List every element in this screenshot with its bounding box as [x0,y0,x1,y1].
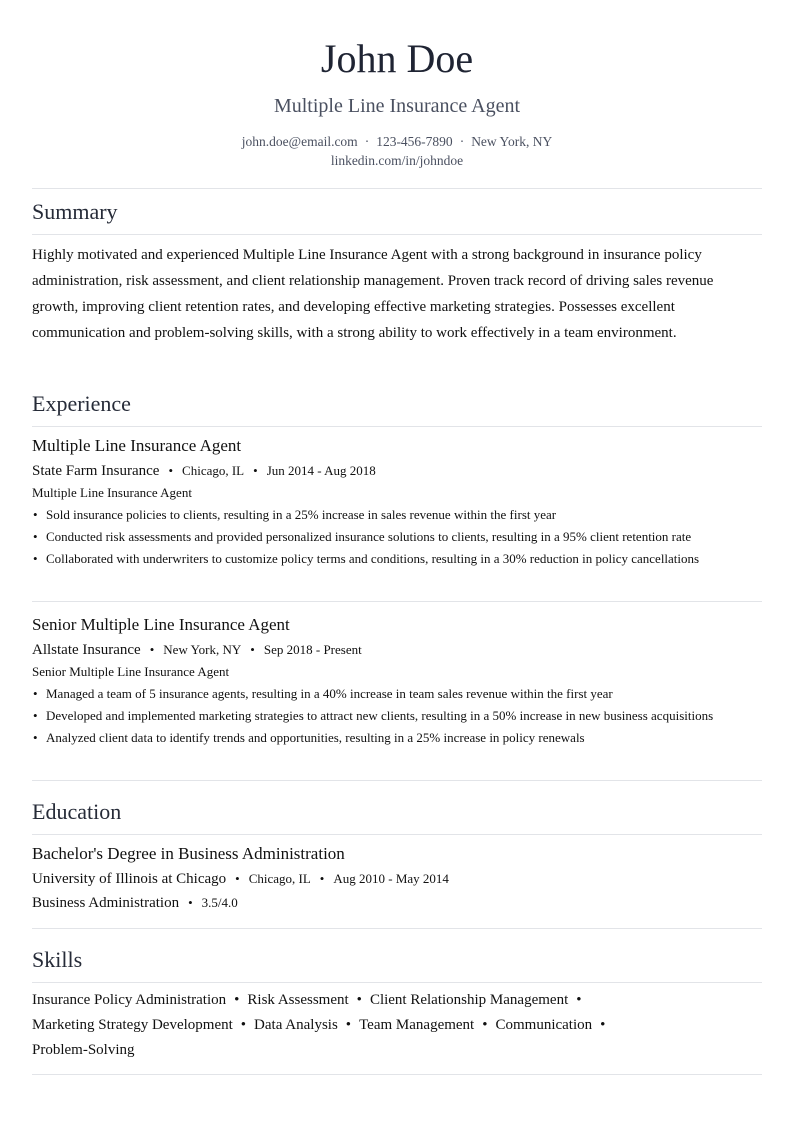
skills-row [32,1013,762,1038]
achievement-item: • Conducted risk assessments and provided personalized insurance solutions to clients, resulting in a 95% client retention rate [32,528,762,546]
skill-item: Insurance Policy Administration [32,992,227,1008]
linkedin-link[interactable]: linkedin.com/in/johndoe [330,153,464,168]
divider [32,834,762,835]
meta-bullet: • [235,871,240,886]
achievement-list [32,506,762,568]
job-meta [32,461,762,481]
achievement-item: • Analyzed client data to identify trends and opportunities, resulting in a 25% increase in policy renewals [32,729,762,747]
skill-separator: • [345,1017,352,1033]
skill-item: Marketing Strategy Development [32,1017,233,1033]
skills-heading: Skills [32,947,83,972]
skill-item: Data Analysis [254,1017,338,1033]
school-name: University of Illinois at Chicago [32,871,227,887]
contact-separator: · [364,134,370,149]
skill-separator: • [482,1017,488,1033]
summary-heading: Summary [32,199,118,224]
achievement-item: • Developed and implemented marketing strategies to attract new clients, resulting in a 50% increase in new business acquisitions [32,707,762,725]
candidate-headline: Multiple Line Insurance Agent [273,95,521,117]
experience-entry [32,435,762,572]
school-location: Chicago, IL [248,871,311,886]
company-name: Allstate Insurance [32,642,141,658]
phone-number: 123-456-7890 [376,134,453,149]
skill-item: Communication [495,1017,593,1033]
skills-row [32,988,762,1013]
education-details [32,893,762,913]
contact-separator: · [459,134,465,149]
contact-info [32,132,762,170]
skill-separator: • [356,992,362,1008]
contact-line-1 [32,132,762,151]
divider [32,982,762,983]
divider [32,601,762,602]
job-meta [32,640,762,660]
divider [32,188,762,189]
job-dates: Jun 2014 - Aug 2018 [266,463,376,478]
divider [32,426,762,427]
education-meta [32,869,762,889]
achievement-item: • Collaborated with underwriters to customize policy terms and conditions, resulting in a 30% reduction in policy cancellations [32,550,762,568]
job-dates: Sep 2018 - Present [263,642,362,657]
achievement-item: • Managed a team of 5 insurance agents, resulting in a 40% increase in team sales revenue within the first year [32,685,762,703]
skill-item: Team Management [359,1017,475,1033]
meta-bullet: • [253,463,258,478]
summary-text: Highly motivated and experienced Multiple Line Insurance Agent with a strong background in insurance policy administration, risk assessment, and client relationship management. Proven track record of driving sales revenue growth, improving client retention rates, and developing effective marketing strategies. Possesses excellent communication and problem-solving skills, with a strong ability to work effectively in a team environment. [32,247,714,341]
skills-list [32,988,762,1063]
skill-separator: • [234,992,240,1008]
job-title: Senior Multiple Line Insurance Agent [32,615,290,634]
skill-item: Problem-Solving [32,1042,135,1058]
skill-separator: • [240,1017,247,1033]
gpa: 3.5/4.0 [201,895,238,910]
achievement-item: • Sold insurance policies to clients, resulting in a 25% increase in sales revenue within the first year [32,506,762,524]
job-location: New York, NY [163,642,242,657]
meta-bullet: • [188,895,193,910]
meta-bullet: • [168,463,174,478]
education-heading: Education [32,799,122,824]
experience-heading: Experience [32,391,131,416]
location-text: New York, NY [471,134,553,149]
meta-bullet: • [149,642,155,657]
degree-title: Bachelor's Degree in Business Administration [32,844,345,863]
divider [32,780,762,781]
experience-entry [32,614,762,751]
job-location: Chicago, IL [182,463,245,478]
meta-bullet: • [319,871,325,886]
company-name: State Farm Insurance [32,463,160,479]
skills-row [32,1038,762,1063]
meta-bullet: • [250,642,255,657]
job-title: Multiple Line Insurance Agent [32,436,242,455]
education-entry [32,843,762,913]
divider [32,928,762,929]
education-dates: Aug 2010 - May 2014 [333,871,449,886]
candidate-name: John Doe [320,36,474,81]
skill-item: Risk Assessment [247,992,349,1008]
skill-separator: • [600,1017,606,1033]
skill-separator: • [576,992,582,1008]
job-role: Multiple Line Insurance Agent [32,485,192,500]
skill-item: Client Relationship Management [369,992,569,1008]
resume-header [32,0,762,170]
divider [32,234,762,235]
divider [32,1074,762,1075]
achievement-list [32,685,762,747]
job-role: Senior Multiple Line Insurance Agent [32,664,230,679]
field-of-study: Business Administration [32,895,180,911]
email-link[interactable]: john.doe@email.com [241,134,358,149]
